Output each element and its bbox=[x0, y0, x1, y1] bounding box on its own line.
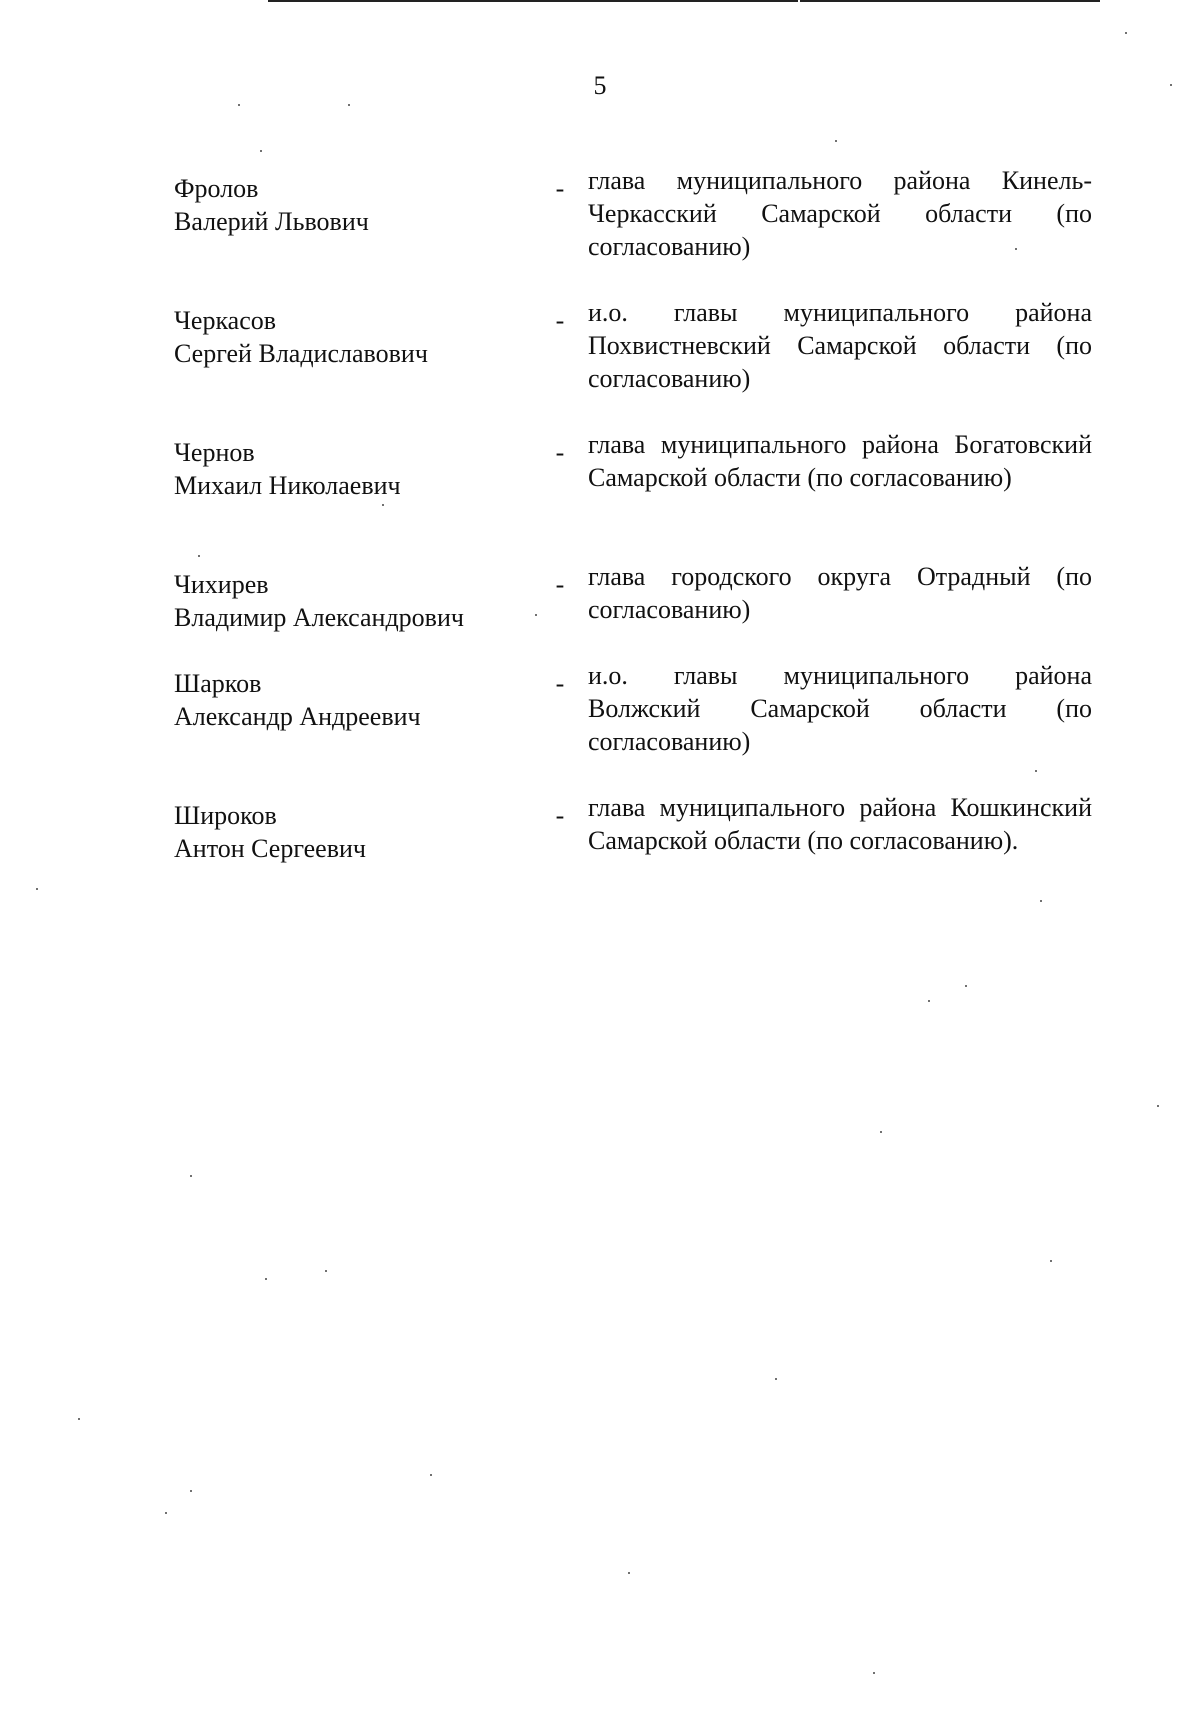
scan-speck bbox=[430, 1474, 432, 1476]
scan-speck bbox=[1040, 900, 1042, 902]
scan-speck bbox=[190, 1490, 192, 1492]
member-position: глава муниципального района Богатовский Самарской области (по согласованию) bbox=[588, 430, 1092, 492]
member-surname: Шарков bbox=[174, 669, 262, 698]
scan-speck bbox=[928, 1000, 930, 1002]
scan-speck bbox=[382, 504, 384, 506]
scan-speck bbox=[965, 985, 967, 987]
member-position: глава муниципального района Кинель-Черкасский Самарской области (по согласованию) bbox=[588, 166, 1092, 261]
member-position: и.о. главы муниципального района Похвистневский Самарской области (по согласованию) bbox=[588, 298, 1092, 393]
scan-speck bbox=[835, 140, 837, 142]
member-given-names: Владимир Александрович bbox=[174, 603, 464, 632]
scan-speck bbox=[238, 104, 240, 106]
member-surname: Чернов bbox=[174, 438, 255, 467]
member-surname: Чихирев bbox=[174, 570, 269, 599]
entry-dash: - bbox=[555, 438, 565, 467]
scan-speck bbox=[265, 1278, 267, 1280]
member-name bbox=[174, 436, 534, 502]
entry-dash: - bbox=[555, 669, 565, 698]
scan-speck bbox=[325, 1270, 327, 1272]
member-surname: Фролов bbox=[174, 174, 259, 203]
scan-speck bbox=[535, 614, 537, 616]
scan-top-rule bbox=[268, 0, 798, 2]
member-name bbox=[174, 667, 534, 733]
member-given-names: Михаил Николаевич bbox=[174, 471, 401, 500]
member-surname: Широков bbox=[174, 801, 277, 830]
member-given-names: Антон Сергеевич bbox=[174, 834, 366, 863]
member-given-names: Сергей Владиславович bbox=[174, 339, 428, 368]
member-name bbox=[174, 172, 534, 238]
scan-speck bbox=[1035, 770, 1037, 772]
scan-speck bbox=[880, 1131, 882, 1133]
scan-top-rule-right bbox=[800, 0, 1100, 2]
scan-speck bbox=[36, 888, 38, 890]
member-name bbox=[174, 568, 534, 634]
scan-speck bbox=[260, 150, 262, 152]
member-position: глава муниципального района Кошкинский Самарской области (по согласованию). bbox=[588, 793, 1092, 855]
scan-speck bbox=[628, 1572, 630, 1574]
entry-dash: - bbox=[555, 174, 565, 203]
member-name bbox=[174, 799, 534, 865]
entry-dash: - bbox=[555, 306, 565, 335]
scan-speck bbox=[78, 1418, 80, 1420]
scan-speck bbox=[198, 555, 200, 557]
entry-dash: - bbox=[555, 801, 565, 830]
member-given-names: Александр Андреевич bbox=[174, 702, 421, 731]
scan-speck bbox=[1157, 1105, 1159, 1107]
member-position: и.о. главы муниципального района Волжский Самарской области (по согласованию) bbox=[588, 661, 1092, 756]
scan-speck bbox=[348, 104, 350, 106]
page-number: 5 bbox=[593, 71, 607, 100]
member-surname: Черкасов bbox=[174, 306, 277, 335]
scan-speck bbox=[190, 1175, 192, 1177]
scan-speck bbox=[1015, 248, 1017, 250]
scan-speck bbox=[1170, 84, 1172, 86]
member-position: глава городского округа Отрадный (по согласованию) bbox=[588, 562, 1092, 624]
scan-speck bbox=[775, 1378, 777, 1380]
scan-speck bbox=[1050, 1260, 1052, 1262]
member-name bbox=[174, 304, 534, 370]
entry-dash: - bbox=[555, 570, 565, 599]
scan-speck bbox=[165, 1512, 167, 1514]
scan-speck bbox=[873, 1672, 875, 1674]
member-given-names: Валерий Львович bbox=[174, 207, 369, 236]
scan-speck bbox=[1125, 32, 1127, 34]
